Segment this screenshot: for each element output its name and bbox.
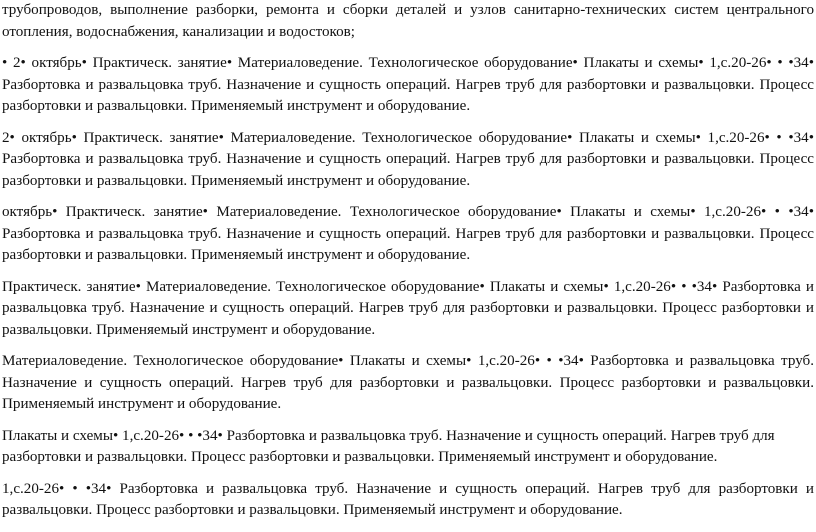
paragraph-entry-6: Плакаты и схемы• 1,с.20-26• • •34• Разбортовка и развальцовка труб. Назначение и сущность операций. Нагрев труб для разбортовки и развальцовки. Процесс разбортовки и развальцовки. Применяемый инструмент и оборудование. [2, 427, 775, 465]
paragraph-entry-5: Материаловедение. Технологическое оборудование• Плакаты и схемы• 1,с.20-26• • •34• Разбортовка и развальцовка труб. Назначение и сущность операций. Нагрев труб для разбортовки и развальцовки. Процесс разбортовки и развальцовки. Применяемый инструмент и оборудование. [2, 353, 814, 412]
paragraph-entry-2: 2• октябрь• Практическ. занятие• Материаловедение. Технологическое оборудование• Плакаты и схемы• 1,с.20-26• • •34• Разбортовка и развальцовка труб. Назначение и сущность операций. Нагрев труб для разбортовки и развальцовки. Процесс разбортовки и развальцовки. Применяемый инструмент и оборудование. [2, 129, 814, 189]
paragraph-entry-3: октябрь• Практическ. занятие• Материаловедение. Технологическое оборудование• Плакаты и схемы• 1,с.20-26• • •34• Разбортовка и развальцовка труб. Назначение и сущность операций. Нагрев труб для разбортовки и развальцовки. Процесс разбортовки и развальцовки. Применяемый инструмент и оборудование. [2, 204, 814, 263]
paragraph-entry-7: 1,с.20-26• • •34• Разбортовка и развальцовка труб. Назначение и сущность операций. Нагрев труб для разбортовки и развальцовки. Процесс разбортовки и развальцовки. Применяемый инструмент и оборудование. [2, 480, 814, 518]
paragraph-entry-1: • 2• октябрь• Практическ. занятие• Материаловедение. Технологическое оборудование• Плакаты и схемы• 1,с.20-26• • •34• Разбортовка и развальцовка труб. Назначение и сущность операций. Нагрев труб для разбортовки и развальцовки. Процесс разбортовки и развальцовки. Применяемый инструмент и оборудование. [2, 55, 814, 114]
paragraph-intro: трубопроводов, выполнение разборки, ремонта и сборки деталей и узлов санитарно-технических систем центрального отопления, водоснабжения, канализации и водостоков; [2, 2, 814, 40]
document-body [2, 0, 814, 532]
paragraph-entry-4: Практическ. занятие• Материаловедение. Технологическое оборудование• Плакаты и схемы• 1,с.20-26• • •34• Разбортовка и развальцовка труб. Назначение и сущность операций. Нагрев труб для разбортовки и развальцовки. Процесс разбортовки и развальцовки. Применяемый инструмент и оборудование. [2, 278, 814, 338]
